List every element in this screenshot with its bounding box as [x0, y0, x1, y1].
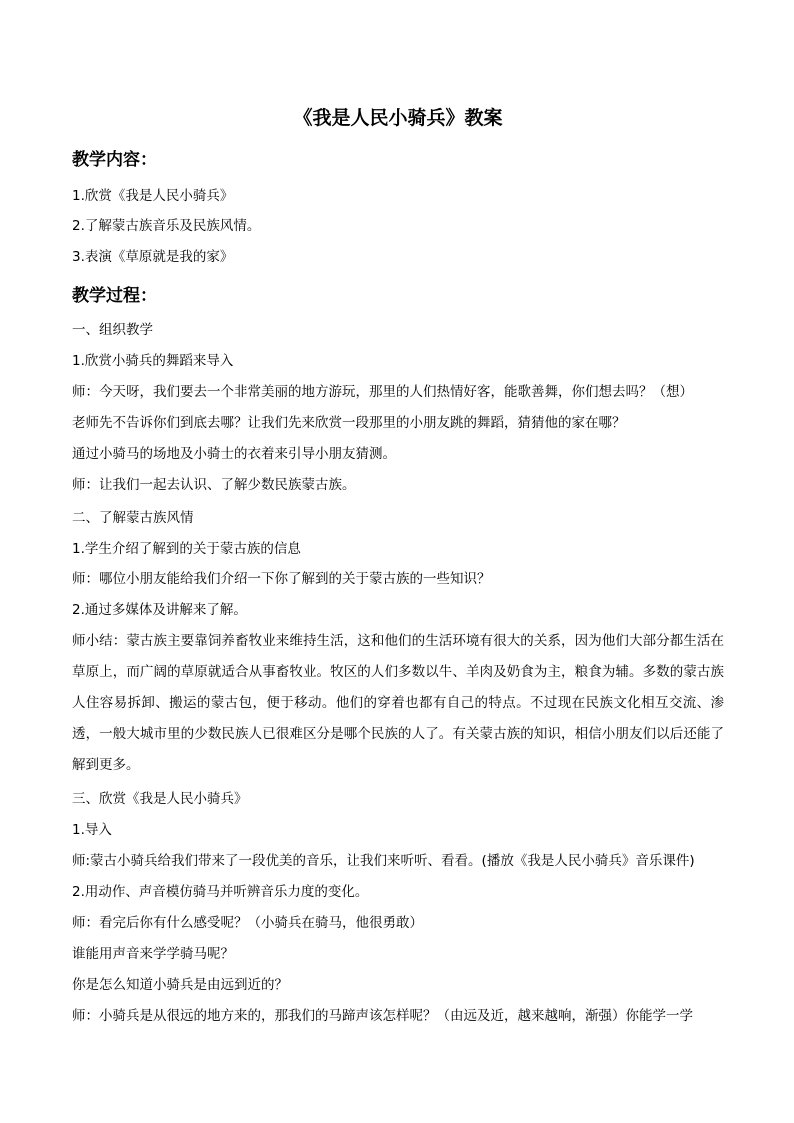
document-title: 《我是人民小骑兵》教案: [293, 107, 503, 129]
part2-summary-paragraph: 师小结：蒙古族主要靠饲养畜牧业来维持生活，这和他们的生活环境有很大的关系，因为他们大部分都生活在草原上，而广阔的草原就适合从事畜牧业。牧区的人们多数以牛、羊肉及奶食为主，粮食为辅。多数的蒙古族人住容易拆卸、搬运的蒙古包，便于移动。他们的穿着也都有自己的特点。不过现在民族文化相互交流、渗透，一般大城市里的少数民族人已很难区分是哪个民族的人了。有关蒙古族的知识，相信小朋友们以后还能了解到更多。: [72, 633, 724, 773]
part1-teacher-line: 师：今天呀，我们要去一个非常美丽的地方游玩，那里的人们热情好客，能歌善舞，你们想去吗？（想）: [72, 384, 693, 400]
part1-step1: 1.欣赏小骑兵的舞蹈来导入: [72, 353, 234, 369]
part2-step1: 1.学生介绍了解到的关于蒙古族的信息: [72, 541, 301, 557]
content-item-1: 1.欣赏《我是人民小骑兵》: [72, 188, 234, 204]
document-page: [72, 0, 724, 1123]
part3-heading: 三、欣赏《我是人民小骑兵》: [72, 791, 248, 807]
part3-step2: 2.用动作、声音模仿骑马并听辨音乐力度的变化。: [72, 884, 369, 900]
part1-teacher-line-2: 师：让我们一起去认识、了解少数民族蒙古族。: [72, 477, 356, 493]
part3-step1: 1.导入: [72, 822, 112, 838]
part3-teacher-line-3: 师：小骑兵是从很远的地方来的，那我们的马蹄声该怎样呢？（由远及近，越来越响，渐强）你能学一学: [72, 1008, 693, 1024]
part3-teacher-line: 师:蒙古小骑兵给我们带来了一段优美的音乐，让我们来听听、看看。(播放《我是人民小骑兵》音乐课件): [72, 853, 695, 869]
heading-teaching-process: 教学过程：: [72, 286, 157, 306]
part1-heading: 一、组织教学: [72, 322, 153, 338]
part3-question-1: 谁能用声音来学学骑马呢？: [72, 946, 234, 962]
part1-teacher-line-continued: 老师先不告诉你们到底去哪？让我们先来欣赏一段那里的小朋友跳的舞蹈，猜猜他的家在哪？: [72, 415, 626, 431]
part2-heading: 二、了解蒙古族风情: [72, 510, 194, 526]
content-item-2: 2.了解蒙古族音乐及民族风情。: [72, 218, 261, 234]
part2-teacher-line: 师：哪位小朋友能给我们介绍一下你了解到的关于蒙古族的一些知识？: [72, 571, 491, 587]
part2-step2: 2.通过多媒体及讲解来了解。: [72, 602, 247, 618]
heading-teaching-content: 教学内容：: [72, 150, 157, 170]
part3-question-2: 你是怎么知道小骑兵是由远到近的？: [72, 977, 288, 993]
part3-teacher-line-2: 师：看完后你有什么感受呢？（小骑兵在骑马，他很勇敢）: [72, 915, 423, 931]
content-item-3: 3.表演《草原就是我的家》: [72, 249, 234, 265]
part1-guide-note: 通过小骑马的场地及小骑士的衣着来引导小朋友猜测。: [72, 446, 396, 462]
